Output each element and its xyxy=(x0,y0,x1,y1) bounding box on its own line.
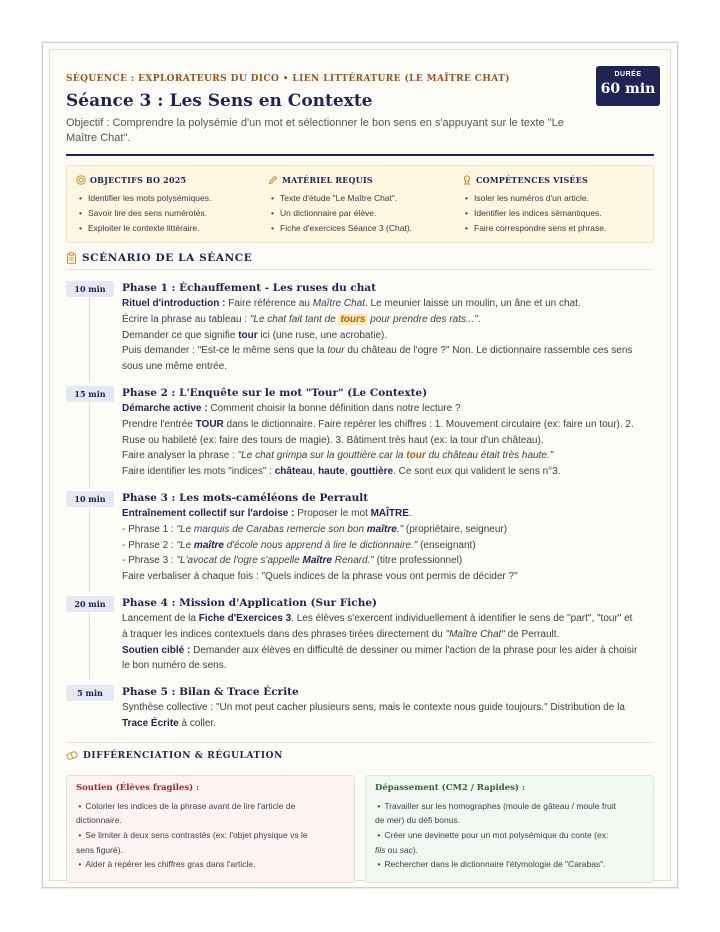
list-item: • Un dictionnaire par élève. xyxy=(268,206,462,221)
phase-line: - Phrase 1 : "Le marquis de Carabas remercie son bon maître." (propriétaire, seigneur) xyxy=(122,523,508,535)
materiel-list xyxy=(268,191,462,236)
phase-5 xyxy=(66,684,654,732)
differentiation-cards xyxy=(66,775,654,883)
list-item: • Se limiter à deux sens contrastés (ex: l'objet physique vs le sens figuré). xyxy=(76,829,308,855)
materiel-column xyxy=(268,175,462,236)
list-item: • Travailler sur les homographes (moule de gâteau / moule fruit de mer) du défi bonus. xyxy=(375,800,617,826)
list-item: • Rechercher dans le dictionnaire l'étymologie de "Carabas". xyxy=(375,859,606,870)
phase-line: Entraînement collectif sur l'ardoise : Proposer le mot MAÎTRE. xyxy=(122,507,412,519)
phase-line: le bon numéro de sens. xyxy=(122,660,227,672)
objective-text: Objectif : Comprendre la polysémie d'un mot et sélectionner le bon sens en s'appuyant sur le texte "Le Maître Chat". xyxy=(66,117,564,144)
clipboard-icon xyxy=(66,252,77,264)
scenario-title: SCÉNARIO DE LA SÉANCE xyxy=(82,252,253,264)
duration-label: DURÉE xyxy=(614,71,642,78)
phase-line: Faire verbaliser à chaque fois : "Quels indices de la phrase vous ont permis de décider ?" xyxy=(122,571,518,583)
phase-line: Demander ce que signifie tour ici (une ruse, une acrobatie). xyxy=(122,329,388,341)
competences-title: COMPÉTENCES VISÉES xyxy=(476,175,588,185)
list-item: • Texte d'étude "Le Maître Chat". xyxy=(268,191,462,206)
time-badge: 15 min xyxy=(66,386,114,402)
list-item: • Aider à repérer les chiffres gras dans l'article. xyxy=(76,859,256,870)
pill-icon xyxy=(66,751,78,760)
objectives-panel xyxy=(66,165,654,243)
phase-line: - Phrase 2 : "Le maître d'école nous apprend à lire le dictionnaire." (enseignant) xyxy=(122,539,476,551)
phase-title: Phase 4 : Mission d'Application (Sur Fiche) xyxy=(122,596,377,609)
page-title: Séance 3 : Les Sens en Contexte xyxy=(66,91,373,111)
highlight-word: tours xyxy=(340,313,366,325)
lesson-sheet xyxy=(49,49,671,881)
phase-line: Faire identifier les mots "indices" : château, haute, gouttière. Ce sont eux qui valident le sens n°3. xyxy=(122,466,561,478)
medal-icon xyxy=(462,175,472,185)
list-item: • Savoir lire des sens numérotés. xyxy=(76,206,268,221)
phase-line: Lancement de la Fiche d'Exercices 3. Les élèves s'exercent individuellement à identifier le sens de "part", "tour" et xyxy=(122,612,633,624)
pencil-icon xyxy=(268,175,278,185)
phase-line: à traquer les indices contextuels dans des phrases tirées directement du "Maître Chat" de Perrault. xyxy=(122,628,560,640)
depassement-card xyxy=(365,775,654,883)
duration-value: 60 min xyxy=(600,81,656,97)
phase-line: Puis demander : "Est-ce le même sens que la tour du château de l'ogre ?" Non. Le dictionnaire rassemble ces sens xyxy=(122,345,633,357)
phase-1 xyxy=(66,280,654,375)
list-item: • Isoler les numéros d'un article. xyxy=(462,191,662,206)
lesson-page xyxy=(42,42,678,888)
phase-line: Rituel d'introduction : Faire référence au Maître Chat. Le meunier laisse un moulin, un âne et un chat. xyxy=(122,298,581,309)
competences-heading xyxy=(462,175,662,185)
duration-badge xyxy=(596,66,660,106)
time-badge: 10 min xyxy=(66,281,114,297)
soutien-card xyxy=(66,775,355,883)
objectives-heading xyxy=(76,175,268,185)
timeline-line xyxy=(89,298,90,382)
phase-title: Phase 1 : Échauffement - Les ruses du chat xyxy=(122,282,377,294)
depassement-title: Dépassement (CM2 / Rapides) : xyxy=(375,782,526,793)
timeline-line xyxy=(89,613,90,679)
list-item: • Exploiter le contexte littéraire. xyxy=(76,221,268,236)
materiel-heading xyxy=(268,175,462,185)
phase-title: Phase 2 : L'Enquête sur le mot "Tour" (Le Contexte) xyxy=(122,386,428,399)
phase-4 xyxy=(66,595,654,674)
phase-line: Ruse ou habileté (ex: faire des tours de magie). 3. Bâtiment très haut (ex: la tour d'un château). xyxy=(122,434,544,446)
list-item: • Identifier les mots polysémiques. xyxy=(76,191,268,206)
depassement-list xyxy=(375,799,644,872)
phase-line: - Phrase 3 : "L'avocat de l'ogre s'appelle Maître Renard." (titre professionnel) xyxy=(122,555,463,567)
phase-title: Phase 5 : Bilan & Trace Écrite xyxy=(122,686,299,699)
scenario-heading xyxy=(66,252,654,270)
materiel-title: MATÉRIEL REQUIS xyxy=(282,175,373,185)
time-badge: 20 min xyxy=(66,596,114,612)
phase-2 xyxy=(66,385,654,480)
list-item: • Créer une devinette pour un mot polysémique du conte (ex: fils ou sac). xyxy=(375,829,609,855)
phase-line: Trace Écrite à coller. xyxy=(122,717,216,729)
competences-list xyxy=(462,191,662,236)
phase-line: sous une même entrée. xyxy=(122,361,228,373)
phase-title: Phase 3 : Les mots-caméléons de Perrault xyxy=(122,491,369,504)
sequence-label: SÉQUENCE : EXPLORATEURS DU DICO • LIEN LITTÉRATURE (LE MAÎTRE CHAT) xyxy=(66,74,510,84)
phase-line: Écrire la phrase au tableau : "Le chat fait tant de tours pour prendre des rats...". xyxy=(122,313,481,325)
phase-line: Démarche active : Comment choisir la bonne définition dans notre lecture ? xyxy=(122,402,461,414)
soutien-list xyxy=(76,799,345,872)
phase-line: Faire analyser la phrase : "Le chat grimpa sur la gouttière car la tour du château était très haute." xyxy=(122,450,554,462)
phase-timeline xyxy=(66,280,654,732)
objectives-list xyxy=(76,191,268,236)
time-badge: 10 min xyxy=(66,491,114,507)
highlight-word: tour xyxy=(406,450,426,462)
differentiation-title: DIFFÉRENCIATION & RÉGULATION xyxy=(83,750,283,761)
timeline-line xyxy=(89,403,90,487)
header xyxy=(66,71,656,156)
objectives-column xyxy=(76,175,268,236)
phase-3 xyxy=(66,490,654,585)
list-item: • Fiche d'exercices Séance 3 (Chat). xyxy=(268,221,462,236)
timeline-line xyxy=(89,508,90,592)
phase-line: Soutien ciblé : Demander aux élèves en difficulté de dessiner ou mimer l'action de la phrase pour les aider à choisir xyxy=(122,644,638,656)
differentiation-heading xyxy=(66,742,654,766)
competences-column xyxy=(462,175,662,236)
time-badge: 5 min xyxy=(66,685,114,701)
list-item: • Identifier les indices sémantiques. xyxy=(462,206,662,221)
objectives-title: OBJECTIFS BO 2025 xyxy=(90,175,187,185)
target-icon xyxy=(76,175,86,185)
list-item: • Colorier les indices de la phrase avant de lire l'article de dictionnaire. xyxy=(76,800,296,826)
soutien-title: Soutien (Élèves fragiles) : xyxy=(76,782,200,793)
phase-line: Synthèse collective : "Un mot peut cacher plusieurs sens, mais le contexte nous guide toujours." Distribution de la xyxy=(122,702,625,714)
phase-line: Prendre l'entrée TOUR dans le dictionnaire. Faire repérer les chiffres : 1. Mouvement circulaire (ex: faire un tour). 2. xyxy=(122,418,634,430)
header-divider xyxy=(66,154,654,156)
list-item: • Faire correspondre sens et phrase. xyxy=(462,221,662,236)
